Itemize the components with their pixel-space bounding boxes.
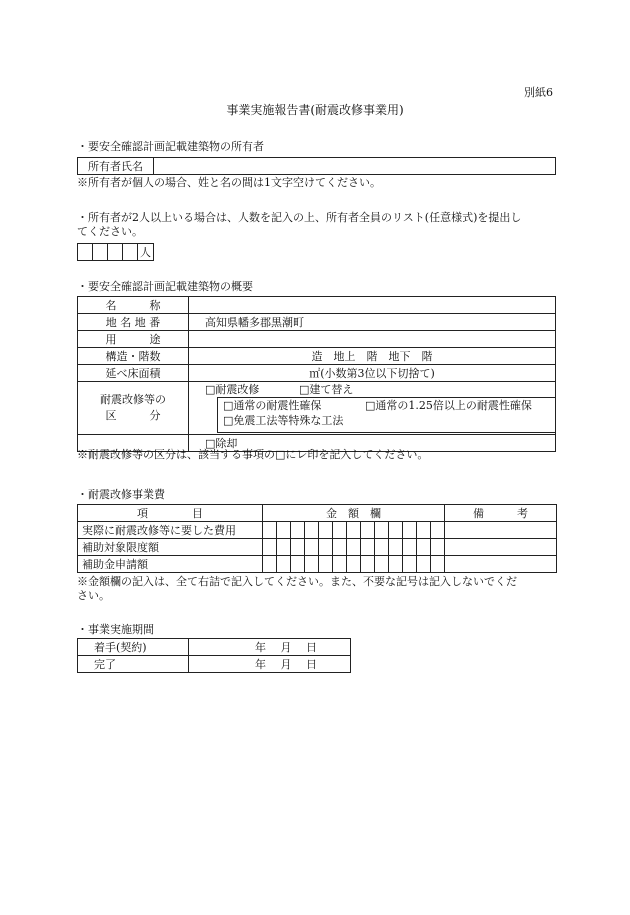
demolish-checkbox[interactable]: □除却 xyxy=(189,435,556,452)
amount-digit-cell[interactable] xyxy=(305,556,319,573)
building-floor-area-field[interactable]: ㎡(小数第3位以下切捨て) xyxy=(189,365,556,382)
cost-item-header: 項 目 xyxy=(78,505,263,522)
retrofit-category-label-1: 耐震改修等の xyxy=(100,393,166,406)
cost-row xyxy=(78,539,557,556)
amount-digit-cell[interactable] xyxy=(263,522,277,539)
building-address-label: 地 名 地 番 xyxy=(78,314,189,331)
amount-digit-cell[interactable] xyxy=(361,522,375,539)
cost-row xyxy=(78,522,557,539)
amount-digit-cell[interactable] xyxy=(319,522,333,539)
amount-digit-cell[interactable] xyxy=(375,556,389,573)
building-structure-field[interactable]: 造 地上 階 地下 階 xyxy=(189,348,556,365)
amount-digit-cell[interactable] xyxy=(347,556,361,573)
amount-digit-cell[interactable] xyxy=(431,556,445,573)
period-start-field[interactable]: 年 月 日 xyxy=(189,639,351,656)
owner-count-unit: 人 xyxy=(138,244,154,261)
cost-remarks-cell[interactable] xyxy=(445,539,557,556)
owner-name-label: 所有者氏名 xyxy=(78,158,154,175)
amount-digit-cell[interactable] xyxy=(417,556,431,573)
amount-digit-cell[interactable] xyxy=(305,539,319,556)
amount-digit-cell[interactable] xyxy=(333,556,347,573)
amount-digit-cell[interactable] xyxy=(277,556,291,573)
amount-digit-cell[interactable] xyxy=(389,556,403,573)
period-table xyxy=(77,638,351,673)
multiple-owners-text-2: てください。 xyxy=(77,225,143,238)
isolation-checkbox[interactable]: □免震工法等特殊な工法 xyxy=(223,414,344,427)
owner-table xyxy=(77,157,556,175)
amount-digit-cell[interactable] xyxy=(389,539,403,556)
building-structure-label: 構造・階数 xyxy=(78,348,189,365)
amount-digit-cell[interactable] xyxy=(403,556,417,573)
amount-digit-cell[interactable] xyxy=(263,539,277,556)
amount-digit-cell[interactable] xyxy=(403,522,417,539)
building-address-field[interactable]: 高知県幡多郡黒潮町 xyxy=(189,314,556,331)
amount-digit-cell[interactable] xyxy=(291,522,305,539)
building-table xyxy=(77,296,556,452)
retrofit-category-options xyxy=(189,382,556,435)
amount-digit-cell[interactable] xyxy=(347,522,361,539)
amount-digit-cell[interactable] xyxy=(417,522,431,539)
building-use-field[interactable] xyxy=(189,331,556,348)
normal-seismic-checkbox[interactable]: □通常の耐震性確保 xyxy=(223,399,322,412)
amount-digit-cell[interactable] xyxy=(277,539,291,556)
cost-row-label: 補助対象限度額 xyxy=(78,539,263,556)
owner-count-digit[interactable] xyxy=(93,244,108,261)
owner-count-table xyxy=(77,243,154,261)
building-name-field[interactable] xyxy=(189,297,556,314)
amount-digit-cell[interactable] xyxy=(305,522,319,539)
building-floor-area-label: 延べ床面積 xyxy=(78,365,189,382)
rebuild-checkbox[interactable]: □建て替え xyxy=(299,383,354,396)
owner-count-digit[interactable] xyxy=(78,244,93,261)
amount-digit-cell[interactable] xyxy=(431,539,445,556)
amount-digit-cell[interactable] xyxy=(403,539,417,556)
period-start-label: 着手(契約) xyxy=(78,639,189,656)
building-use-label: 用 途 xyxy=(78,331,189,348)
cost-row-label: 補助金申請額 xyxy=(78,556,263,573)
owner-note: ※所有者が個人の場合、姓と名の間は1文字空けてください。 xyxy=(77,176,381,189)
retrofit-note: ※耐震改修等の区分は、該当する事項の□にレ印を記入してください。 xyxy=(77,448,429,461)
cost-table xyxy=(77,504,557,573)
cost-remarks-cell[interactable] xyxy=(445,556,557,573)
high-seismic-checkbox[interactable]: □通常の1.25倍以上の耐震性確保 xyxy=(365,399,532,412)
amount-digit-cell[interactable] xyxy=(431,522,445,539)
cost-remarks-cell[interactable] xyxy=(445,522,557,539)
cost-remarks-header: 備 考 xyxy=(445,505,557,522)
amount-digit-cell[interactable] xyxy=(333,522,347,539)
cost-amount-header: 金 額 欄 xyxy=(263,505,445,522)
cost-row xyxy=(78,556,557,573)
multiple-owners-text-1: ・所有者が2人以上いる場合は、人数を記入の上、所有者全員のリスト(任意様式)を提出し xyxy=(77,211,522,224)
attachment-number: 別紙6 xyxy=(524,86,553,99)
building-name-label: 名 称 xyxy=(78,297,189,314)
cost-note-2: さい。 xyxy=(77,589,110,602)
owner-heading: ・要安全確認計画記載建築物の所有者 xyxy=(77,140,264,153)
amount-digit-cell[interactable] xyxy=(263,556,277,573)
document-title: 事業実施報告書(耐震改修事業用) xyxy=(226,103,404,117)
retrofit-category-label xyxy=(78,382,189,435)
amount-digit-cell[interactable] xyxy=(361,539,375,556)
owner-count-digit[interactable] xyxy=(123,244,138,261)
amount-digit-cell[interactable] xyxy=(389,522,403,539)
period-end-field[interactable]: 年 月 日 xyxy=(189,656,351,673)
period-heading: ・事業実施期間 xyxy=(77,623,154,636)
amount-digit-cell[interactable] xyxy=(347,539,361,556)
amount-digit-cell[interactable] xyxy=(277,522,291,539)
amount-digit-cell[interactable] xyxy=(361,556,375,573)
retrofit-category-label-2: 区 分 xyxy=(105,409,161,422)
amount-digit-cell[interactable] xyxy=(291,539,305,556)
building-heading: ・要安全確認計画記載建築物の概要 xyxy=(77,280,253,293)
owner-name-field[interactable] xyxy=(154,158,556,175)
amount-digit-cell[interactable] xyxy=(417,539,431,556)
amount-digit-cell[interactable] xyxy=(375,522,389,539)
cost-row-label: 実際に耐震改修等に要した費用 xyxy=(78,522,263,539)
amount-digit-cell[interactable] xyxy=(375,539,389,556)
period-end-label: 完了 xyxy=(78,656,189,673)
retrofit-checkbox[interactable]: □耐震改修 xyxy=(205,383,260,396)
amount-digit-cell[interactable] xyxy=(333,539,347,556)
cost-note-1: ※金額欄の記入は、全て右詰で記入してください。また、不要な記号は記入しないでくだ xyxy=(77,575,517,588)
amount-digit-cell[interactable] xyxy=(319,539,333,556)
cost-heading: ・耐震改修事業費 xyxy=(77,488,165,501)
amount-digit-cell[interactable] xyxy=(291,556,305,573)
amount-digit-cell[interactable] xyxy=(319,556,333,573)
owner-count-digit[interactable] xyxy=(108,244,123,261)
